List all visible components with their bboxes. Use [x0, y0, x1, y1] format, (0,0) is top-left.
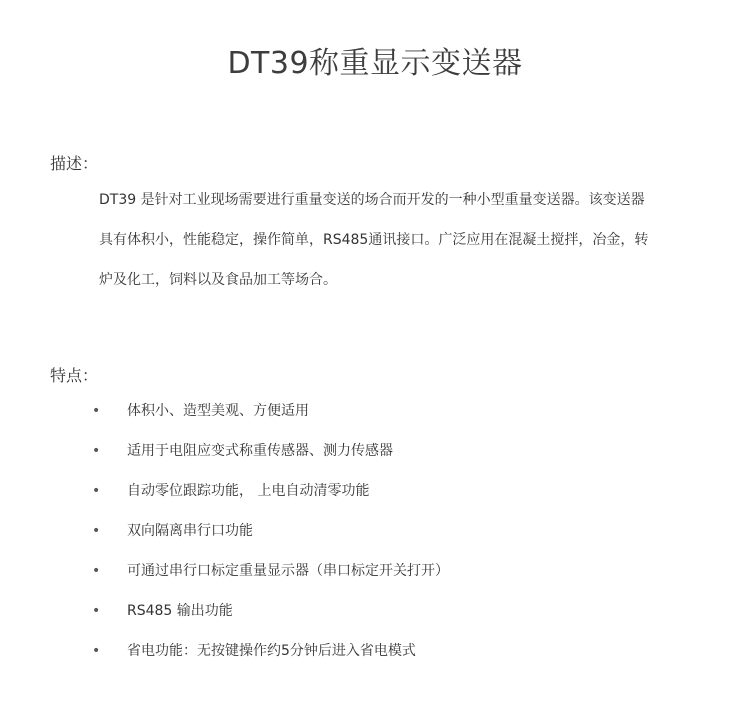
bullet-icon: •	[92, 403, 101, 419]
feature-text: 体积小、造型美观、方便适用	[127, 403, 309, 419]
feature-item	[0, 391, 750, 431]
feature-item	[0, 511, 750, 551]
feature-item	[0, 431, 750, 471]
bullet-icon: •	[92, 563, 101, 579]
feature-item	[0, 551, 750, 591]
description-line: 炉及化工，饲料以及食品加工等场合。	[99, 272, 337, 288]
description-line: DT39 是针对工业现场需要进行重量变送的场合而开发的一种小型重量变送器。该变送器	[99, 192, 645, 208]
description-line: 具有体积小，性能稳定，操作简单，RS485通讯接口。广泛应用在混凝土搅拌，冶金，转	[99, 232, 649, 248]
feature-item	[0, 471, 750, 511]
bullet-icon: •	[92, 643, 101, 659]
bullet-icon: •	[92, 523, 101, 539]
description-paragraph	[99, 180, 669, 300]
feature-text: 适用于电阻应变式称重传感器、测力传感器	[127, 443, 393, 459]
description-heading: 描述：	[50, 154, 99, 173]
page-title: DT39称重显示变送器	[227, 46, 523, 81]
feature-item	[0, 631, 750, 671]
feature-item	[0, 591, 750, 631]
feature-text: RS485 输出功能	[127, 603, 233, 619]
bullet-icon: •	[92, 603, 101, 619]
feature-text: 省电功能：无按键操作约5分钟后进入省电模式	[127, 643, 416, 659]
bullet-icon: •	[92, 483, 101, 499]
feature-text: 自动零位跟踪功能， 上电自动清零功能	[127, 483, 370, 499]
features-heading: 特点：	[50, 366, 99, 385]
feature-text: 可通过串行口标定重量显示器（串口标定开关打开）	[127, 563, 449, 579]
feature-text: 双向隔离串行口功能	[127, 523, 253, 539]
bullet-icon: •	[92, 443, 101, 459]
feature-list	[0, 391, 750, 671]
